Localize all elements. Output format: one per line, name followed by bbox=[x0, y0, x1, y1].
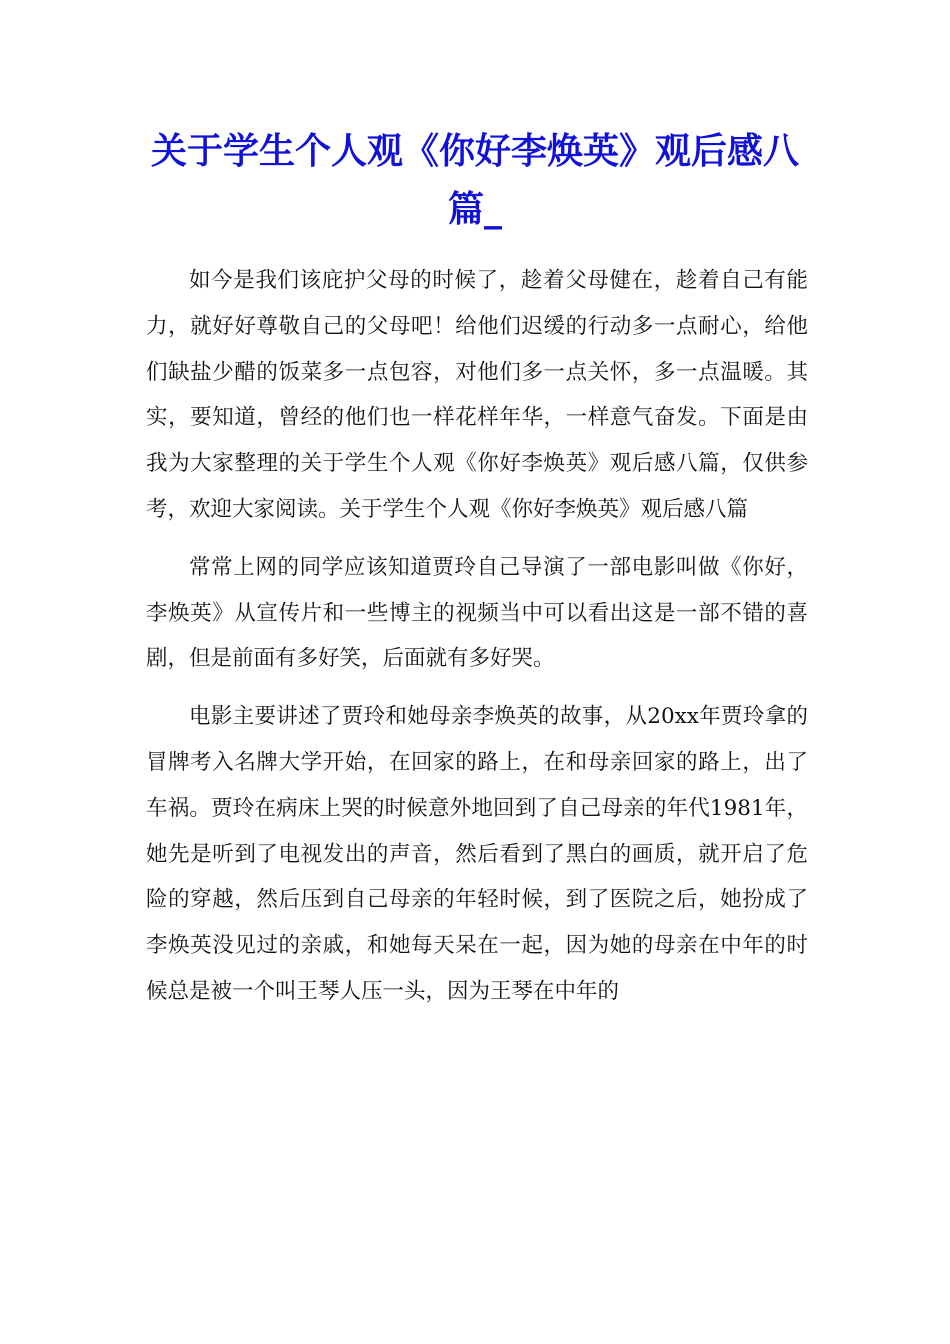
paragraph-movie-intro: 常常上网的同学应该知道贾玲自己导演了一部电影叫做《你好，李焕英》从宣传片和一些博主的视频当中可以看出这是一部不错的喜剧，但是前面有多好笑，后面就有多好哭。 bbox=[146, 554, 808, 672]
paragraph-plot: 电影主要讲述了贾玲和她母亲李焕英的故事，从20xx年贾玲拿的冒牌考入名牌大学开始，在回家的路上，在和母亲回家的路上，出了车祸。贾玲在病床上哭的时候意外地回到了自己母亲的年代1981年，她先是听到了电视发出的声音，然后看到了黑白的画质，就开启了危险的穿越，然后压到自己母亲的年轻时候，到了医院之后，她扮成了李焕英没见过的亲戚，和她每天呆在一起，因为她的母亲在中年的时候总是被一个叫王琴人压一头，因为王琴在中年的 bbox=[146, 704, 808, 1004]
paragraph-intro: 如今是我们该庇护父母的时候了，趁着父母健在，趁着自己有能力，就好好尊敬自己的父母吧！给他们迟缓的行动多一点耐心，给他们缺盐少醋的饭菜多一点包容，对他们多一点关怀，多一点温暖。其实，要知道，曾经的他们也一样花样年华，一样意气奋发。下面是由我为大家整理的关于学生个人观《你好李焕英》观后感八篇，仅供参考，欢迎大家阅读。关于学生个人观《你好李焕英》观后感八篇 bbox=[146, 268, 808, 522]
document-body bbox=[146, 258, 808, 1027]
document-title: 关于学生个人观《你好李焕英》观后感八篇_ bbox=[150, 130, 799, 230]
